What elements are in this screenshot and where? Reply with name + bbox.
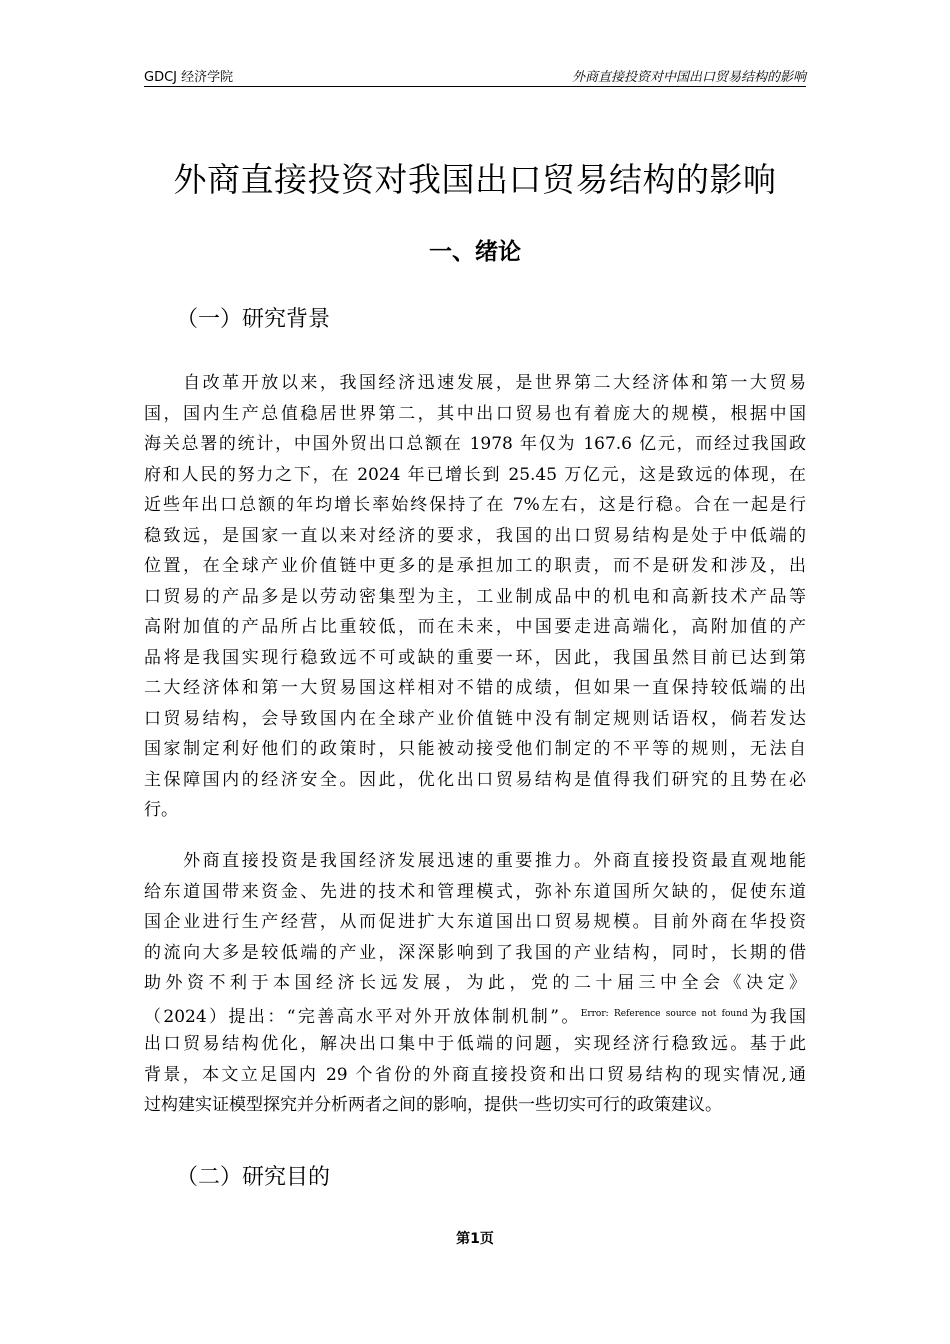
paragraph-line: 近些年出口总额的年均增长率始终保持了在 7%左右，这是行稳。合在一起是行: [144, 495, 806, 515]
paragraph-line: 国企业进行生产经营，从而促进扩大东道国出口贸易规模。目前外商在华投资: [144, 912, 806, 932]
paragraph-line: 的流向大多是较低端的产业，深深影响到了我国的产业结构，同时，长期的借: [144, 942, 806, 963]
line-text: （2024）提出：“完善高水平对外开放体制机制”。: [144, 1006, 581, 1027]
section-heading-background: （一）研究背景: [176, 307, 331, 332]
chapter-heading: 一、绪论: [429, 239, 521, 265]
paragraph-line: 背景，本文立足国内 29 个省份的外商直接投资和出口贸易结构的现实情况,通: [144, 1064, 806, 1085]
page-number: 第1页: [456, 1231, 494, 1247]
paragraph-line: 自改革开放以来，我国经济迅速发展，是世界第二大经济体和第一大贸易: [144, 373, 806, 393]
paragraph-line: 府和人民的努力之下，在 2024 年已增长到 25.45 万亿元，这是致远的体现，在: [144, 464, 806, 485]
paragraph-line: 助外资不利于本国经济长远发展，为此，党的二十届三中全会《决定》: [144, 973, 806, 993]
paragraph-fdi: [144, 846, 806, 1121]
paragraph-line: 过构建实证模型探究并分析两者之间的影响，提供一些切实可行的政策建议。: [144, 1095, 722, 1115]
paragraph-line: 二大经济体和第一大贸易国这样相对不错的成绩，但如果一直保持较低端的出: [144, 678, 806, 698]
paragraph-line-with-reference: [144, 999, 806, 1030]
paragraph-line: 口贸易结构，会导致国内在全球产业价值链中没有制定规则话语权，倘若发达: [144, 708, 806, 729]
paragraph-line: 高附加值的产品所占比重较低，而在未来，中国要走进高端化，高附加值的产: [144, 617, 806, 637]
paragraph-line: 给东道国带来资金、先进的技术和管理模式，弥补东道国所欠缺的，促使东道: [144, 881, 806, 902]
paragraph-line: 海关总署的统计，中国外贸出口总额在 1978 年仅为 167.6 亿元，而经过我国政: [144, 434, 806, 454]
paragraph-line: 口贸易的产品多是以劳动密集型为主，工业制成品中的机电和高新技术产品等: [144, 586, 806, 607]
paragraph-line: 外商直接投资是我国经济发展迅速的重要推力。外商直接投资最直观地能: [144, 851, 806, 871]
paragraph-line: 行。: [144, 800, 178, 820]
paragraph-line: 稳致远，是国家一直以来对经济的要求，我国的出口贸易结构是处于中低端的: [144, 525, 806, 546]
paragraph-line: 位置，在全球产业价值链中更多的是承担加工的职责，而不是研发和涉及，出: [144, 556, 806, 576]
paragraph-line: 国家制定利好他们的政策时，只能被动接受他们制定的不平等的规则，无法自: [144, 739, 806, 759]
paragraph-line: 国，国内生产总值稳居世界第二，其中出口贸易也有着庞大的规模，根据中国: [144, 403, 806, 424]
paragraph-background: [144, 368, 806, 826]
paragraph-line: 出口贸易结构优化，解决出口集中于低端的问题，实现经济行稳致远。基于此: [144, 1034, 806, 1054]
reference-error[interactable]: Error: Reference source not found: [580, 1008, 748, 1019]
line-text: 为我国: [747, 1006, 806, 1027]
running-header: [144, 62, 806, 87]
paragraph-line: 主保障国内的经济安全。因此，优化出口贸易结构是值得我们研究的且势在必: [144, 769, 806, 790]
header-short-title: 外商直接投资对中国出口贸易结构的影响: [571, 70, 806, 85]
section-heading-purpose: （二）研究目的: [176, 1165, 331, 1190]
header-institution: GDCJ 经济学院: [144, 70, 234, 85]
paper-title: 外商直接投资对我国出口贸易结构的影响: [173, 160, 777, 199]
paragraph-line: 品将是我国实现行稳致远不可或缺的重要一环，因此，我国虽然目前已达到第: [144, 647, 806, 668]
